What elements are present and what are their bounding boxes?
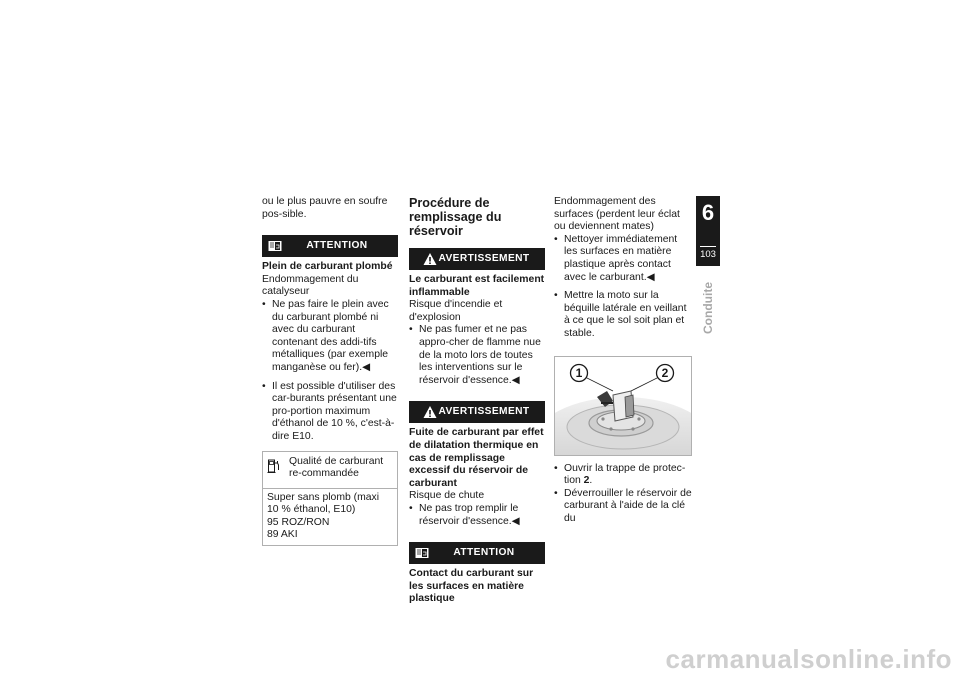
- attention-label: ATTENTION: [306, 239, 368, 251]
- part-reference: 2: [583, 475, 590, 487]
- list-item-end: .: [589, 475, 593, 487]
- fuel-cap-figure: [554, 356, 692, 456]
- warning-bar: [409, 401, 545, 423]
- fuel-tank-illustration: [555, 357, 691, 455]
- spec-line: Super sans plomb (maxi 10 % éthanol, E10): [267, 491, 380, 516]
- attention-risk: Endommagement du catalyseur: [262, 273, 359, 298]
- attention-heading: Contact du carburant sur les surfaces en matière plastique: [409, 568, 534, 605]
- attention-heading: Plein de carburant plombé: [262, 261, 393, 273]
- list-item-text: Ouvrir la trappe de protec-tion: [564, 462, 686, 487]
- spec-line: 95 ROZ/RON: [267, 516, 330, 528]
- attention-risk: Endommagement des surfaces (perdent leur éclat ou deviennent mates): [554, 196, 680, 233]
- watermark: carmanualsonline.info: [665, 644, 952, 674]
- warning-heading: Le carburant est facilement inflammable: [409, 274, 545, 298]
- warning-bar: [409, 248, 545, 270]
- warning-label: AVERTISSEMENT: [438, 252, 530, 264]
- attention-bar: [262, 235, 398, 257]
- chapter-number: 6: [701, 200, 715, 225]
- spec-line: 89 AKI: [267, 529, 298, 541]
- chapter-name: Conduite: [701, 282, 715, 334]
- list-item: • Ne pas fumer et ne pas appro-cher de flamme nue de la moto lors de toutes les interventions sur le réservoir d'essence.◀: [409, 324, 545, 387]
- warning-risk: Risque de chute: [409, 490, 485, 502]
- warning-label: AVERTISSEMENT: [438, 406, 530, 418]
- book-hand-icon: [268, 239, 282, 253]
- warning-triangle-icon: [423, 252, 437, 266]
- list-item: • Ne pas faire le plein avec du carburant plombé ni avec du carburant contenant des addi-tifs métalliques (par exemple manganèse ou fer).◀: [262, 299, 398, 375]
- column-2: [409, 196, 545, 606]
- list-item: • Mettre la moto sur la béquille latérale en veillant à ce que le sol soit plan et stable.: [554, 290, 692, 340]
- column-3: [554, 196, 692, 526]
- page-number: 103: [700, 249, 716, 260]
- attention-label: ATTENTION: [453, 546, 515, 558]
- warning-heading: Fuite de carburant par effet de dilatation thermique en cas de remplissage excessif du réservoir de carburant: [409, 427, 544, 489]
- fuel-spec-box: [262, 451, 398, 547]
- fuel-pump-icon: [267, 458, 281, 474]
- list-item: • Déverrouiller le réservoir de carburant à l'aide de la clé du: [554, 488, 692, 526]
- section-title: Procédure de remplissage du réservoir: [409, 196, 502, 238]
- figure-callout-1: 1: [575, 365, 583, 380]
- warning-triangle-icon: [423, 405, 437, 419]
- intro-text: ou le plus pauvre en soufre pos-sible.: [262, 196, 388, 220]
- list-item: [554, 463, 692, 488]
- warning-risk: Risque d'incendie et d'explosion: [409, 299, 503, 323]
- chapter-tab: [696, 196, 720, 266]
- list-item: • Ne pas trop remplir le réservoir d'essence.◀: [409, 503, 545, 528]
- list-item: • Il est possible d'utiliser des car-burants présentant une pro-portion maximum d'éthanol de 10 %, c'est-à-dire E10.: [262, 381, 398, 444]
- book-hand-icon: [415, 546, 429, 560]
- figure-callout-2: 2: [661, 365, 669, 380]
- column-1: [262, 196, 398, 546]
- attention-bar: [409, 542, 545, 564]
- spec-title: Qualité de carburant re-commandée: [289, 455, 384, 480]
- list-item: • Nettoyer immédiatement les surfaces en matière plastique après contact avec le carburant.◀: [554, 234, 692, 284]
